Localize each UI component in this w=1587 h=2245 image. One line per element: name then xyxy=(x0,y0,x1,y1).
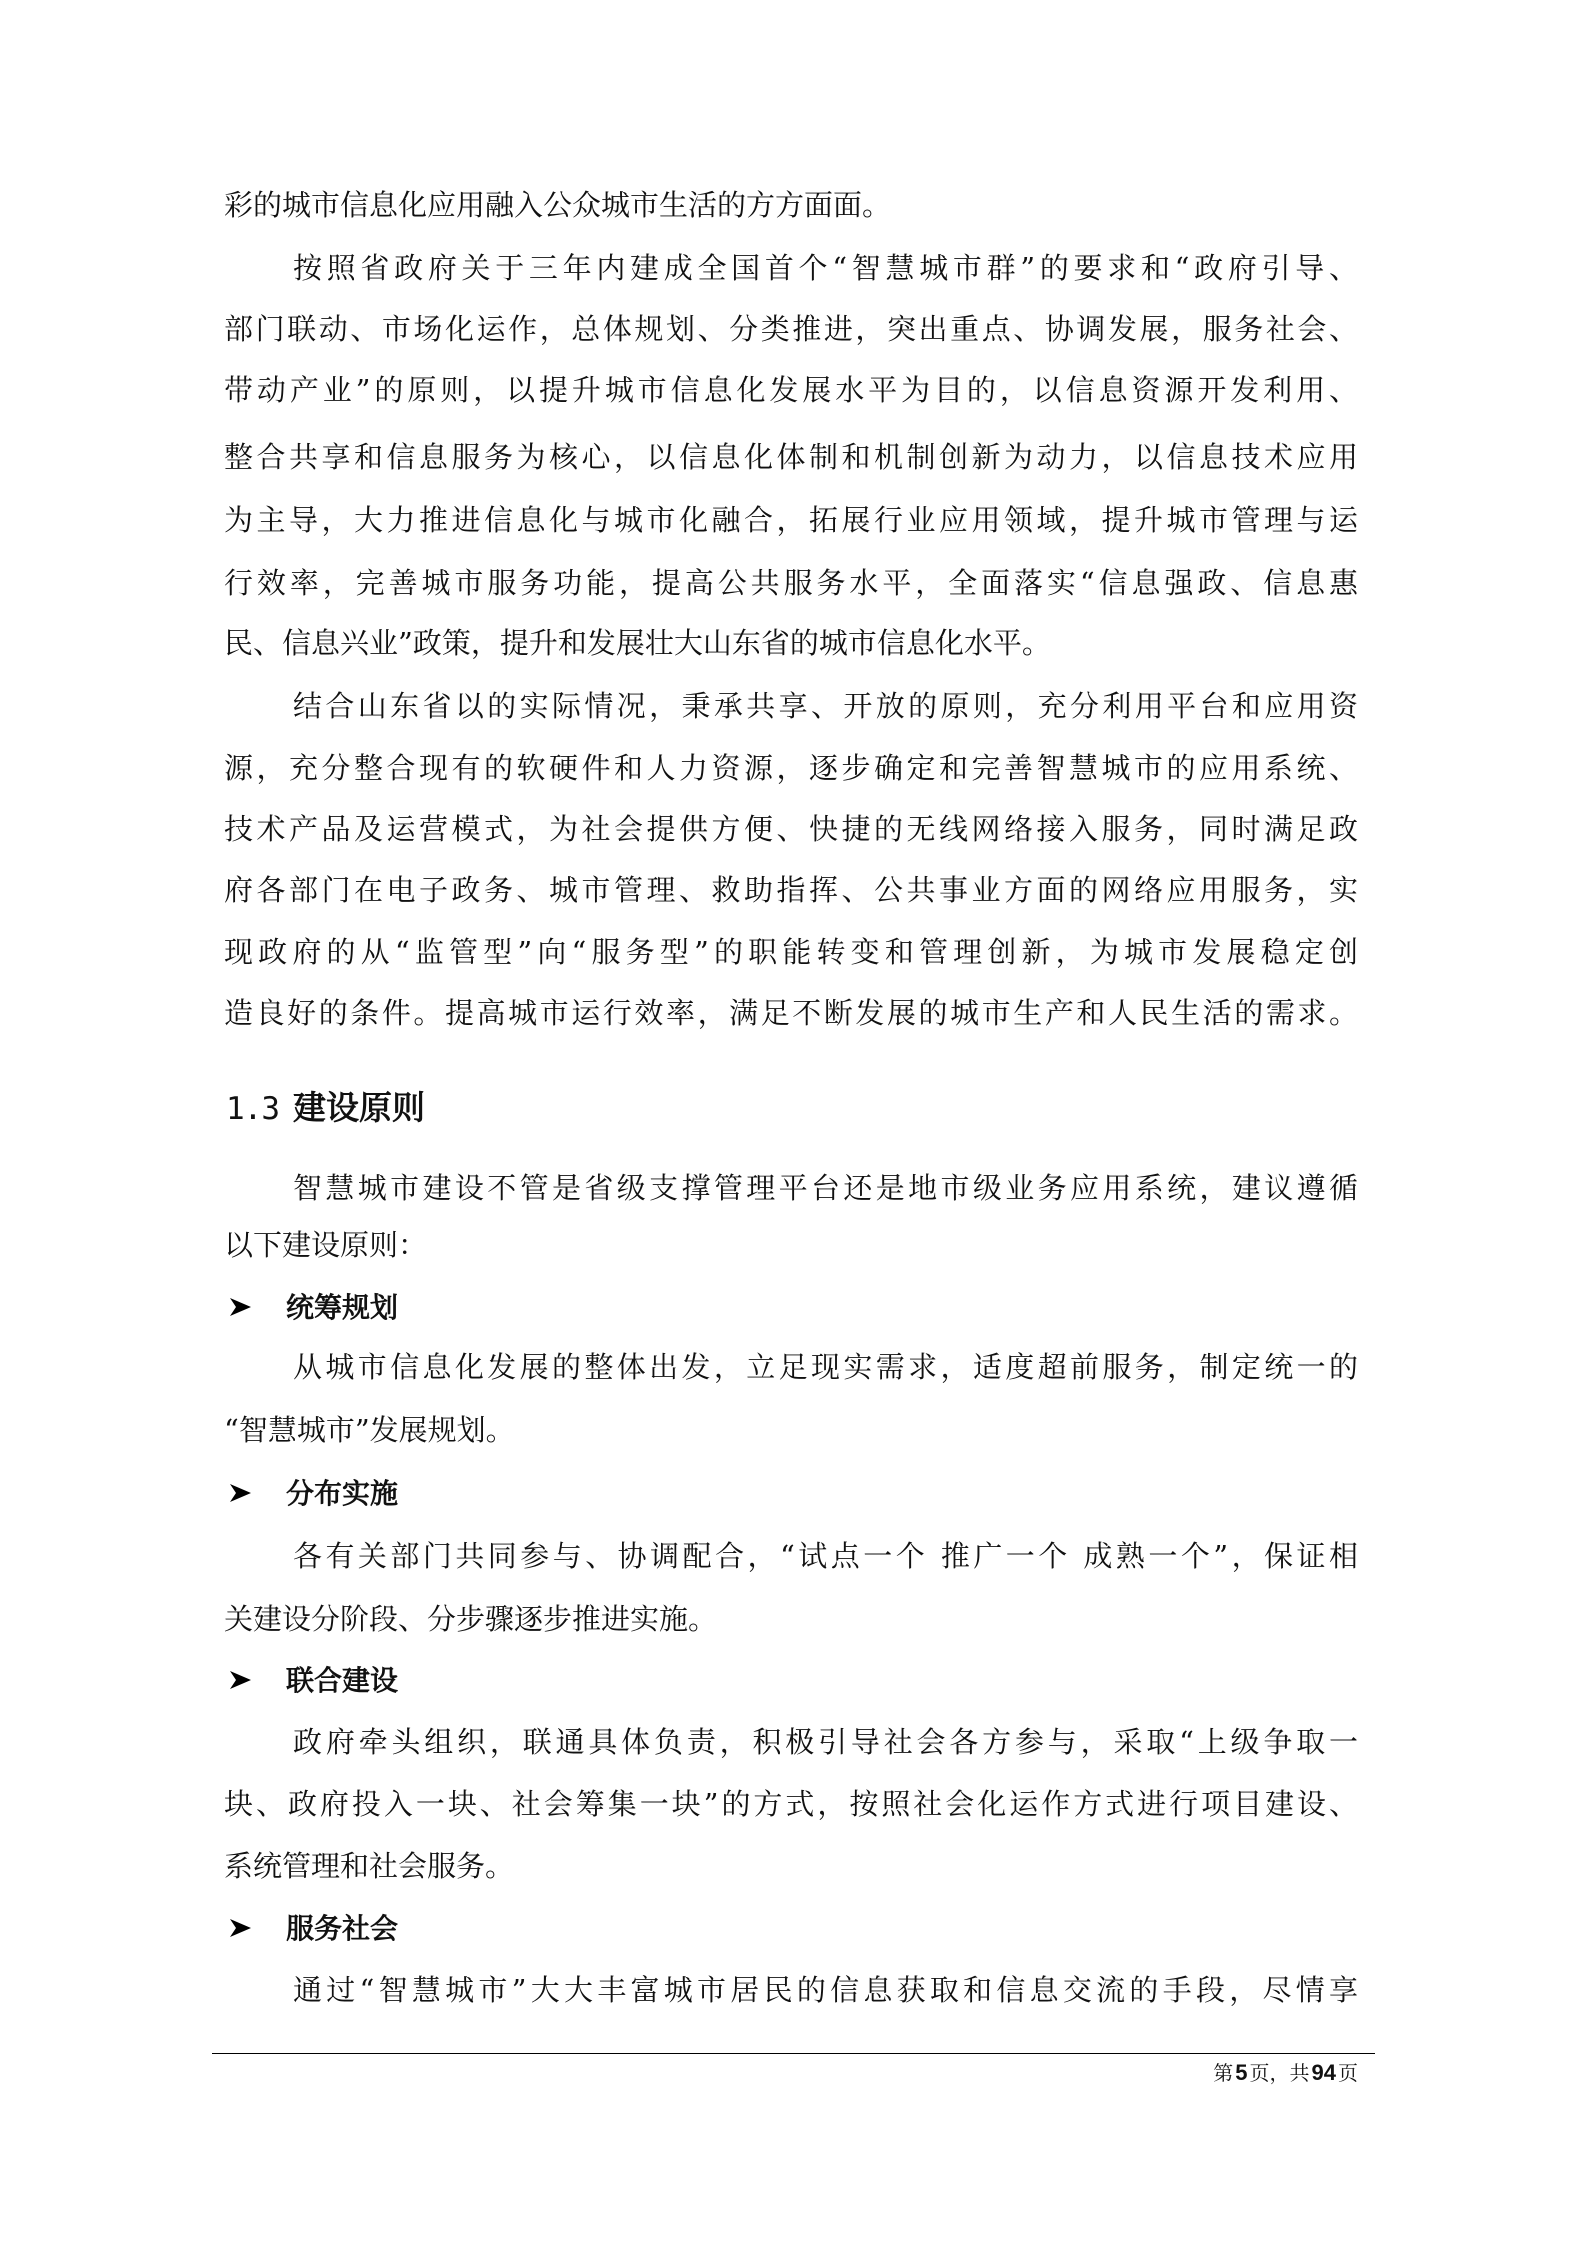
principle-heading xyxy=(228,1910,398,1946)
body-text-line: 系统管理和社会服务。 xyxy=(224,1849,515,1883)
body-text-line: 行效率，完善城市服务功能，提高公共服务水平，全面落实“信息强政、信息惠 xyxy=(224,566,1358,600)
body-text-line: 智慧城市建设不管是省级支撑管理平台还是地市级业务应用系统，建议遵循 xyxy=(293,1171,1358,1205)
principle-title: 联合建设 xyxy=(286,1664,399,1697)
principle-title: 统筹规划 xyxy=(286,1291,399,1324)
body-text-line: 民、信息兴业”政策，提升和发展壮大山东省的城市信息化水平。 xyxy=(224,626,1051,660)
body-text-line: “智慧城市”发展规划。 xyxy=(224,1413,515,1447)
body-text-line: 部门联动、市场化运作，总体规划、分类推进，突出重点、协调发展，服务社会、 xyxy=(224,312,1358,346)
principle-heading xyxy=(228,1289,398,1325)
body-text-line: 从城市信息化发展的整体出发，立足现实需求，适度超前服务，制定统一的 xyxy=(293,1350,1358,1384)
page-mid: 页，共 xyxy=(1249,2061,1310,2085)
principle-heading xyxy=(228,1475,398,1511)
body-text-line: 结合山东省以的实际情况，秉承共享、开放的原则，充分利用平台和应用资 xyxy=(293,689,1358,723)
arrow-bullet-icon xyxy=(228,1295,252,1319)
body-text-line: 通过“智慧城市”大大丰富城市居民的信息获取和信息交流的手段，尽情享 xyxy=(293,1973,1358,2007)
body-text-line: 彩的城市信息化应用融入公众城市生活的方方面面。 xyxy=(224,188,892,222)
arrow-bullet-icon xyxy=(228,1916,252,1940)
section-title: 建设原则 xyxy=(293,1088,425,1127)
section-heading xyxy=(226,1088,425,1128)
page-number xyxy=(1213,2060,1358,2086)
body-text-line: 按照省政府关于三年内建成全国首个“智慧城市群”的要求和“政府引导、 xyxy=(293,251,1358,285)
body-text-line: 造良好的条件。提高城市运行效率，满足不断发展的城市生产和人民生活的需求。 xyxy=(224,996,1358,1030)
body-text-line: 以下建设原则： xyxy=(224,1228,428,1262)
body-text-line: 技术产品及运营模式，为社会提供方便、快捷的无线网络接入服务，同时满足政 xyxy=(224,812,1358,846)
arrow-bullet-icon xyxy=(228,1481,252,1505)
principle-title: 分布实施 xyxy=(286,1477,399,1510)
current-page: 5 xyxy=(1235,2060,1248,2085)
body-text-line: 政府牵头组织，联通具体负责，积极引导社会各方参与，采取“上级争取一 xyxy=(293,1725,1358,1759)
body-text-line: 关建设分阶段、分步骤逐步推进实施。 xyxy=(224,1602,718,1636)
body-text-line: 带动产业”的原则，以提升城市信息化发展水平为目的，以信息资源开发利用、 xyxy=(224,373,1358,407)
principle-heading xyxy=(228,1662,398,1698)
body-text-line: 现政府的从“监管型”向“服务型”的职能转变和管理创新，为城市发展稳定创 xyxy=(224,935,1358,969)
body-text-line: 各有关部门共同参与、协调配合，“试点一个 推广一个 成熟一个”，保证相 xyxy=(293,1539,1358,1573)
page-suffix: 页 xyxy=(1338,2061,1358,2085)
body-text-line: 块、政府投入一块、社会筹集一块”的方式，按照社会化运作方式进行项目建设、 xyxy=(224,1787,1358,1821)
body-text-line: 整合共享和信息服务为核心，以信息化体制和机制创新为动力，以信息技术应用 xyxy=(224,440,1358,474)
body-text-line: 府各部门在电子政务、城市管理、救助指挥、公共事业方面的网络应用服务，实 xyxy=(224,873,1358,907)
body-text-line: 为主导，大力推进信息化与城市化融合，拓展行业应用领域，提升城市管理与运 xyxy=(224,503,1358,537)
total-pages: 94 xyxy=(1311,2060,1336,2085)
page-prefix: 第 xyxy=(1213,2061,1234,2085)
footer-divider xyxy=(212,2053,1375,2054)
section-number: 1.3 xyxy=(226,1091,279,1127)
body-text-line: 源，充分整合现有的软硬件和人力资源，逐步确定和完善智慧城市的应用系统、 xyxy=(224,751,1358,785)
arrow-bullet-icon xyxy=(228,1668,252,1692)
principle-title: 服务社会 xyxy=(286,1912,399,1945)
